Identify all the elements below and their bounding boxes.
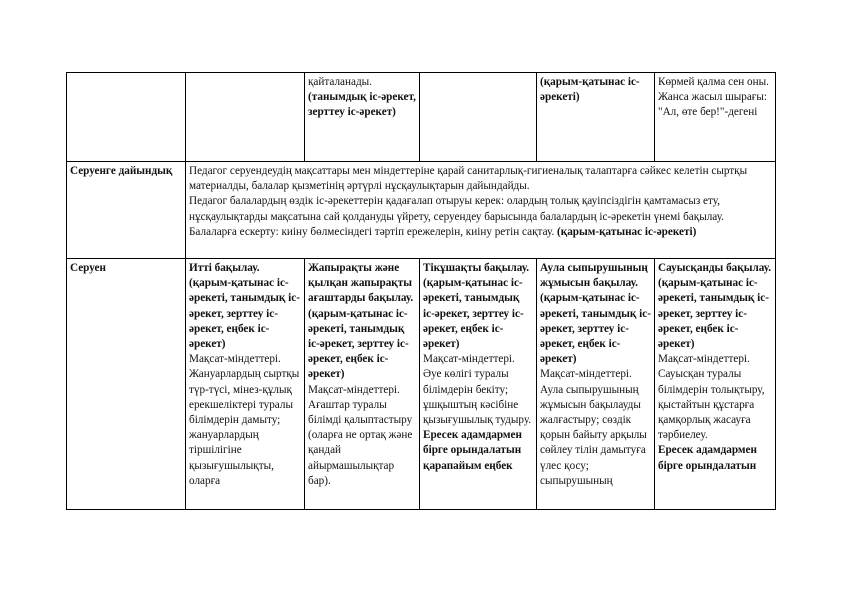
walk-labor-title: Ересек адамдармен бірге орындалатын	[658, 444, 757, 472]
walk-activity-goals: Мақсат-міндеттері. Аула сыпырушының жұмысын бақылауды жалғастыру; сөздік қорын байыту арқылы сөйлеу тілін дамытуға үлес қосу; сыпырушының	[540, 368, 647, 487]
table-cell-continued-3	[305, 73, 420, 162]
prep-paragraph-3	[189, 225, 772, 240]
poem-line: Көрмей қалма сен оны.	[658, 76, 769, 88]
walk-activity-title: Итті бақылау. (қарым-қатынас іс-әрекеті, танымдық іс-әрекет, зерттеу іс-әрекет, еңбек іс-әрекет)	[189, 262, 300, 351]
table-cell-empty-2	[186, 73, 305, 162]
walk-labor-title: Ересек адамдармен бірге орындалатын қарапайым еңбек	[423, 429, 522, 472]
table-cell-walk-magpie	[655, 259, 776, 510]
cell-activity-tag: (танымдық іс-әрекет, зерттеу іс-әрекет)	[308, 91, 416, 119]
table-row-continued	[67, 73, 776, 162]
prep-reminder-text: Балаларға ескерту: киіну бөлмесіндегі тәртіп ережелерін, киіну ретін сақтау.	[189, 225, 555, 238]
walk-activity-title: Аула сыпырушының жұмысын бақылау. (қарым-қатынас іс-әрекеті, танымдық іс-әрекет, зерттеу іс-әрекет, еңбек іс-әрекет)	[540, 262, 651, 366]
table-cell-walk-dog	[186, 259, 305, 510]
prep-activity-tag: (қарым-қатынас іс-әрекеті)	[557, 225, 697, 238]
cell-text: қайталанады.	[308, 76, 372, 88]
daily-schedule-table	[66, 72, 776, 510]
table-cell-walk-preparation	[186, 162, 776, 259]
walk-activity-goals: Мақсат-міндеттері. Сауысқан туралы білімдерін толықтыру, қыстайтын құстарға қамқорлық жасауға тәрбиелеу.	[658, 353, 765, 442]
walk-activity-goals: Мақсат-міндеттері. Ағаштар туралы білімді қалыптастыру (оларға не ортақ және қандай айырмашылықтар бар).	[308, 383, 413, 487]
poem-line: Жанса жасыл шырағы:	[658, 91, 768, 104]
table-row-walk-preparation	[67, 162, 776, 259]
prep-paragraph-1: Педагог серуендеудің мақсаттары мен міндеттеріне қарай санитарлық-гигиеналық талаптарға сәйкес келетін сыртқы материалды, балалар қызметінің әртүрлі нұсқаулықтарын дайындайды.	[189, 165, 748, 193]
table-cell-empty-4	[420, 73, 537, 162]
walk-activity-goals: Мақсат-міндеттері. Жануарлардың сыртқы түр-түсі, мінез-құлық ерекшеліктері туралы білімдерін дамыту; жануарлардың тіршілігіне қызығушылықты, оларға	[189, 353, 300, 487]
table-cell-continued-5	[537, 73, 655, 162]
walk-activity-title: Тікұшақты бақылау. (қарым-қатынас іс-әрекеті, танымдық іс-әрекет, зерттеу іс-әрекет, еңбек іс-әрекет)	[423, 262, 530, 351]
row-label-walk-preparation: Серуенге дайындық	[67, 162, 186, 259]
walk-activity-goals: Мақсат-міндеттері. Әуе көлігі туралы білімдерін бекіту; ұшқыштың кәсібіне қызығушылық тудыру.	[423, 353, 532, 427]
table-cell-walk-janitor	[537, 259, 655, 510]
row-label-text: Серуен	[70, 262, 106, 274]
table-cell-empty-1	[67, 73, 186, 162]
walk-activity-title: Жапырақты және қылқан жапырақты ағаштарды бақылау. (қарым-қатынас іс-әрекеті, танымдық іс-әрекет, зерттеу іс-әрекет, еңбек іс-әрекет)	[308, 262, 414, 381]
table-cell-poem	[655, 73, 776, 162]
row-label-walk	[67, 259, 186, 510]
poem-line: "Ал, өте бер!"-дегені	[658, 106, 758, 119]
prep-paragraph-2: Педагог балалардың өздік іс-әрекеттерін қадағалап отыруы керек: олардың толық қауіпсіздігін қамтамасыз ету, нұсқаулықтарды мақсатына сай қолдануды үйрету, серуендеу барысында балалардың іс-әрекетін үнемі бақылау.	[189, 195, 724, 223]
table-cell-walk-helicopter	[420, 259, 537, 510]
table-cell-walk-trees	[305, 259, 420, 510]
walk-activity-title: Сауысқанды бақылау. (қарым-қатынас іс-әрекеті, танымдық іс-әрекет, зерттеу іс-әрекет, еңбек іс-әрекет)	[658, 262, 772, 351]
table-row-walk	[67, 259, 776, 510]
cell-activity-tag: (қарым-қатынас іс-әрекеті)	[540, 76, 640, 104]
